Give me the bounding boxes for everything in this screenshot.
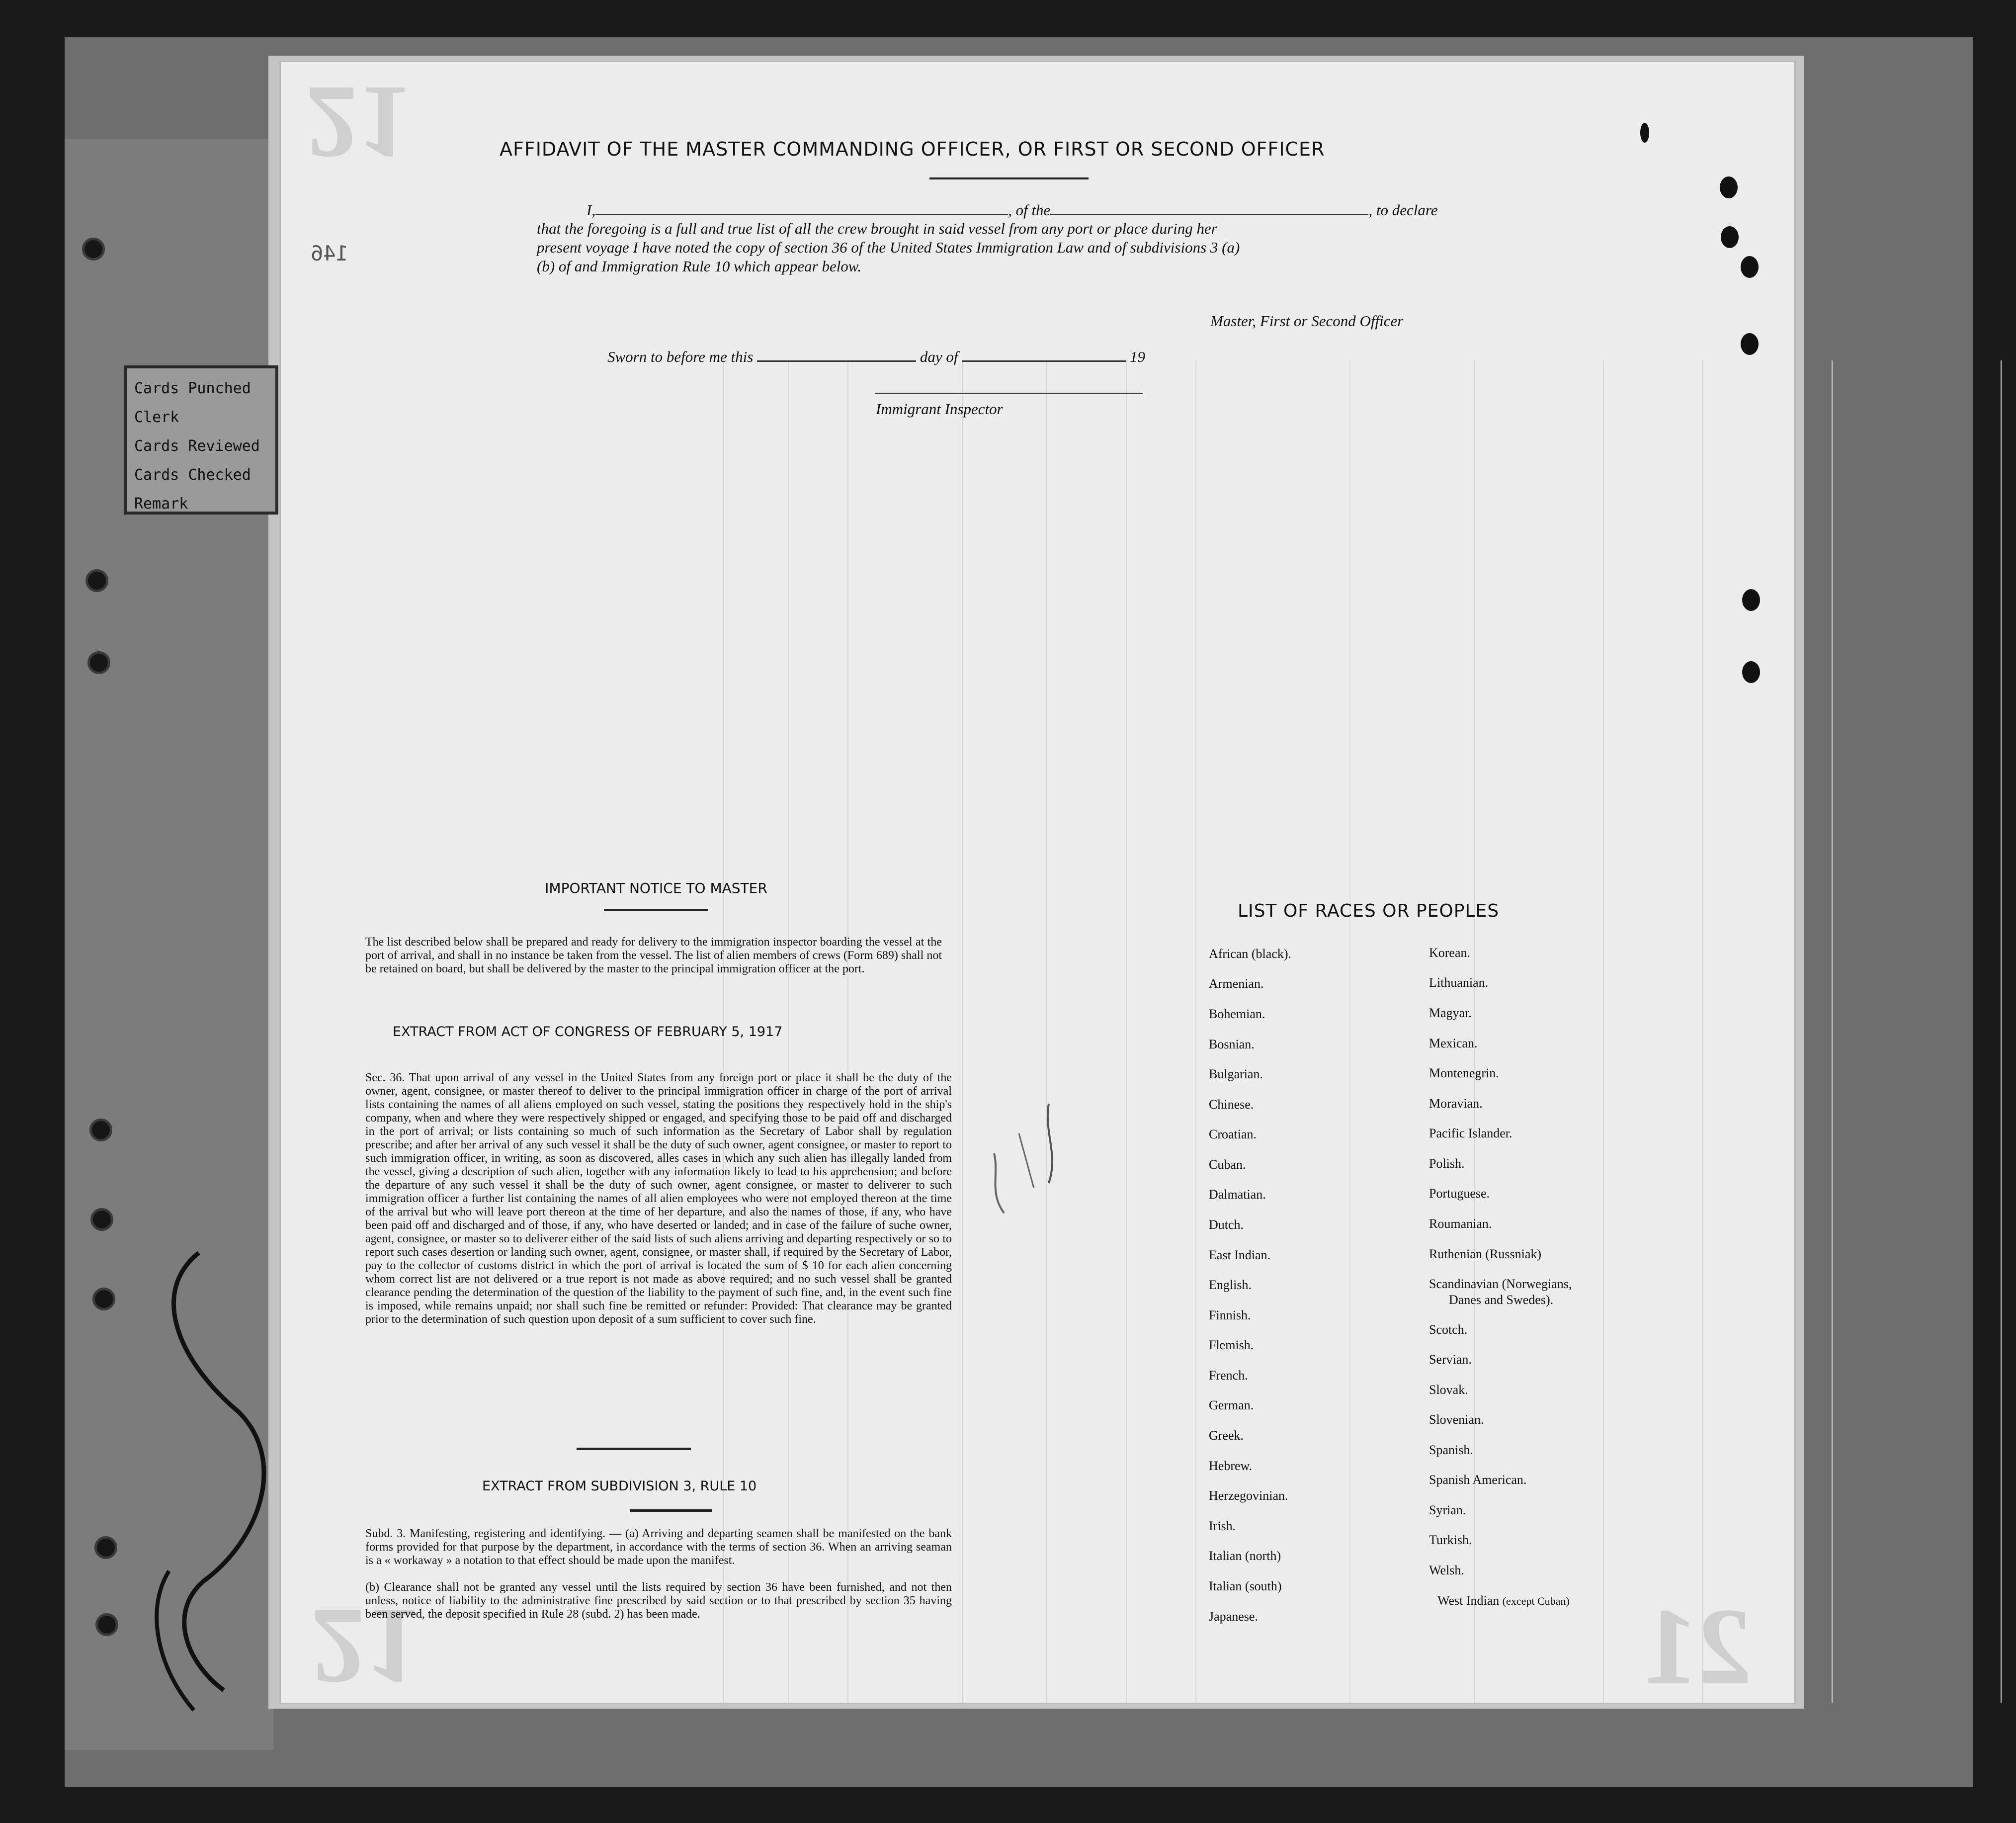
race-item: Moravian.: [1429, 1096, 1483, 1111]
race-item: Japanese.: [1209, 1609, 1258, 1624]
declaration-end: , to declare: [1368, 201, 1438, 219]
binder-hole: [92, 1288, 115, 1310]
year-prefix: 19: [1129, 348, 1145, 365]
race-item: Pacific Islander.: [1429, 1126, 1512, 1140]
punch-hole: [1741, 256, 1759, 278]
punch-hole: [1721, 226, 1739, 248]
declaration-line-3: present voyage I have noted the copy of section 36 of the United States Immigration Law and of subdivisions 3 (a): [537, 239, 1240, 256]
races-title: LIST OF RACES OR PEOPLES: [1238, 901, 1500, 921]
race-item: Finnish.: [1209, 1308, 1251, 1322]
race-item: Slovak.: [1429, 1383, 1468, 1397]
race-item: Bosnian.: [1209, 1037, 1255, 1051]
race-item: Italian (north): [1209, 1549, 1281, 1563]
rule-separator: [577, 1448, 691, 1450]
punch-hole: [1742, 589, 1760, 611]
race-item: Ruthenian (Russniak): [1429, 1247, 1542, 1261]
race-item: Korean.: [1429, 946, 1471, 960]
day-blank[interactable]: [757, 360, 916, 362]
race-item: Montenegrin.: [1429, 1066, 1499, 1080]
processing-stamp: [124, 365, 278, 515]
race-item: Flemish.: [1209, 1338, 1254, 1352]
master-signature-label: Master, First or Second Officer: [1210, 312, 1404, 330]
declaration-line-2: that the foregoing is a full and true list of all the crew brought in said vessel from any port or place during her: [537, 220, 1217, 237]
race-item: Bohemian.: [1209, 1007, 1265, 1021]
race-item: German.: [1209, 1398, 1254, 1412]
race-item: Danes and Swedes).: [1449, 1293, 1554, 1307]
race-item: Scotch.: [1429, 1322, 1468, 1337]
race-item: Cuban.: [1209, 1157, 1246, 1172]
race-item: Magyar.: [1429, 1006, 1472, 1020]
declaration-of: , of the: [1008, 201, 1051, 219]
extract-rule-text-b: (b) Clearance shall not be granted any vessel until the lists required by section 36 have been furnished, and not then unless, notice of liability to the administrative fine prescribed by said section or to that prescribed by section 35 having been served, the deposit specified in Rule 28 (subd. 2) has been made.: [365, 1581, 952, 1621]
race-item: Scandinavian (Norwegians,: [1429, 1277, 1572, 1291]
affidavit-page: [281, 62, 1794, 1707]
extract-act-title: EXTRACT FROM ACT OF CONGRESS OF FEBRUARY 5, 1917: [393, 1024, 783, 1040]
rule-title-underline: [630, 1509, 712, 1512]
race-item-label: West Indian: [1437, 1593, 1500, 1608]
race-item: English.: [1209, 1278, 1252, 1292]
race-item: Spanish.: [1429, 1443, 1473, 1457]
race-item: Servian.: [1429, 1352, 1472, 1367]
stamp-line: Cards Punched: [134, 380, 251, 397]
affidavit-title: AFFIDAVIT OF THE MASTER COMMANDING OFFICER, OR FIRST OR SECOND OFFICER: [500, 138, 1325, 160]
day-of-text: day of: [920, 348, 958, 365]
notice-text: The list described below shall be prepared and ready for delivery to the immigration inspector boarding the vessel at the port of arrival, and shall in no instance be taken from the vessel. The list of alien members of crews (Form 689) shall not be retained on board, but shall be delivered by the master to the principal immigration officer at the port.: [365, 936, 942, 975]
race-item: Greek.: [1209, 1428, 1244, 1443]
name-blank[interactable]: [595, 214, 1008, 215]
bleed-through-manifest: [584, 360, 2016, 1703]
pencil-annotation: [974, 1094, 1103, 1253]
vessel-blank[interactable]: [1050, 214, 1368, 215]
inspector-label: Immigrant Inspector: [876, 400, 1003, 418]
binder-hole: [95, 1613, 118, 1636]
race-item: Roumanian.: [1429, 1216, 1492, 1231]
race-item: East Indian.: [1209, 1248, 1271, 1262]
binder-hole: [87, 651, 110, 674]
race-item: Slovenian.: [1429, 1412, 1484, 1427]
punch-hole: [1640, 123, 1649, 143]
race-item: Dutch.: [1209, 1217, 1244, 1232]
race-item: Bulgarian.: [1209, 1067, 1263, 1081]
notice-title: IMPORTANT NOTICE TO MASTER: [545, 880, 767, 896]
extract-rule-title: EXTRACT FROM SUBDIVISION 3, RULE 10: [482, 1478, 757, 1494]
binder-hole: [89, 1119, 112, 1141]
sworn-text: Sworn to before me this: [607, 348, 754, 365]
page-stamp-number: 21: [311, 1586, 420, 1707]
race-item-west-indian: [1437, 1593, 1570, 1608]
race-item: Portuguese.: [1429, 1186, 1490, 1201]
race-item: Syrian.: [1429, 1503, 1466, 1517]
race-item: Mexican.: [1429, 1036, 1478, 1050]
race-item: Dalmatian.: [1209, 1187, 1266, 1202]
title-rule: [929, 177, 1089, 179]
race-item: Lithuanian.: [1429, 975, 1489, 990]
binder-hole: [85, 569, 108, 592]
race-item: Welsh.: [1429, 1563, 1464, 1577]
stamp-line: Cards Checked: [134, 466, 251, 484]
race-item: African (black).: [1209, 947, 1292, 961]
declaration-line-1: [587, 201, 1481, 219]
race-item: Chinese.: [1209, 1097, 1254, 1112]
inspector-signature-rule: [875, 393, 1143, 394]
race-item: Polish.: [1429, 1156, 1465, 1171]
month-blank[interactable]: [962, 360, 1126, 362]
sworn-line: [607, 348, 1254, 366]
race-item: Croatian.: [1209, 1127, 1257, 1141]
race-item-note: (except Cuban): [1502, 1595, 1570, 1607]
extract-rule-text-a: Subd. 3. Manifesting, registering and identifying. — (a) Arriving and departing seamen shall be manifested on the bank forms provided for that purpose by the department, in accordance with the terms of section 36. When an arriving seaman is a « workaway » a notation to that effect should be made upon the manifest.: [365, 1527, 952, 1567]
race-item: Italian (south): [1209, 1579, 1282, 1593]
notice-rule: [604, 909, 708, 911]
handwritten-mark: [139, 1233, 298, 1730]
race-item: Herzegovinian.: [1209, 1488, 1288, 1503]
race-item: French.: [1209, 1368, 1248, 1383]
binder-hole: [90, 1208, 113, 1231]
stamp-line: Cards Reviewed: [134, 437, 260, 455]
page-number: 146: [311, 241, 348, 265]
race-item: Armenian.: [1209, 976, 1264, 991]
race-item: Turkish.: [1429, 1533, 1472, 1547]
punch-hole: [1741, 333, 1759, 355]
page-stamp-number: 21: [306, 65, 410, 180]
race-item: Spanish American.: [1429, 1473, 1527, 1487]
race-item: Hebrew.: [1209, 1459, 1253, 1473]
binder-hole: [94, 1536, 117, 1559]
page-stamp-number: 21: [1643, 1585, 1752, 1707]
stamp-line: Remark: [134, 495, 188, 513]
binder-hole: [82, 238, 105, 260]
declaration-line-4: (b) of and Immigration Rule 10 which appear below.: [537, 258, 861, 275]
stamp-line: Clerk: [134, 409, 179, 426]
extract-act-text: Sec. 36. That upon arrival of any vessel in the United States from any foreign port or place it shall be the duty of the owner, agent, consignee, or master thereof to deliver to the principal immigration officer in charge of the port of arrival lists containing the names of all aliens employed on such vessel, stating the positions they respectively hold in the ship's company, when and where they were respectively shipped or engaged, and specifying those to be paid off and discharged in the port of arrival; or lists containing so much of such information as the Secretary of Labor shall by regulation prescribe; and after her arrival of any such vessel it shall be the duty of such owner, agent consignee, or master to report to such immigration officer, in writing, as soon as discovered, alles cases in which any such alien has illegally landed from the vessel, giving a description of such alien, together with any information likely to lead to his apprehension; and before the departure of any such vessel it shall be the duty of such owner, agent consignee, or master to deliverer to such immigration officer a further list containing the names of all alien employees who were not employed thereon at the time of the arrival but who will leave port thereon at the time of her departure, and also the names of those, if any, who have been paid off and discharged and of those, if any, who have deserted or landed; and in case of the failure of suche owner, agent, consignee, or master so to deliverer either of the said lists of such aliens arriving and departing respectively or so to report such cases desertion or landing such owner, agent, consignee, or master shall, if required by the Secretary of Labor, pay to the collector of customs district in which the port of arrival is located the sum of $ 10 for each alien concerning whom correct list are not delivered or a true report is not made as above required; and no such vessel shall be granted clearance pending the determination of the question of the liability to the payment of such fine, and, in the event such fine is imposed, while remains unpaid; nor shall such fine be remitted or refunder: Provided: That clearance may be granted prior to the determination of such question upon deposit of a sum sufficient to cover such fine.: [365, 1071, 952, 1326]
punch-hole: [1742, 661, 1760, 683]
declaration-i: I,: [587, 201, 596, 219]
race-item: Irish.: [1209, 1519, 1236, 1533]
punch-hole: [1720, 176, 1738, 198]
